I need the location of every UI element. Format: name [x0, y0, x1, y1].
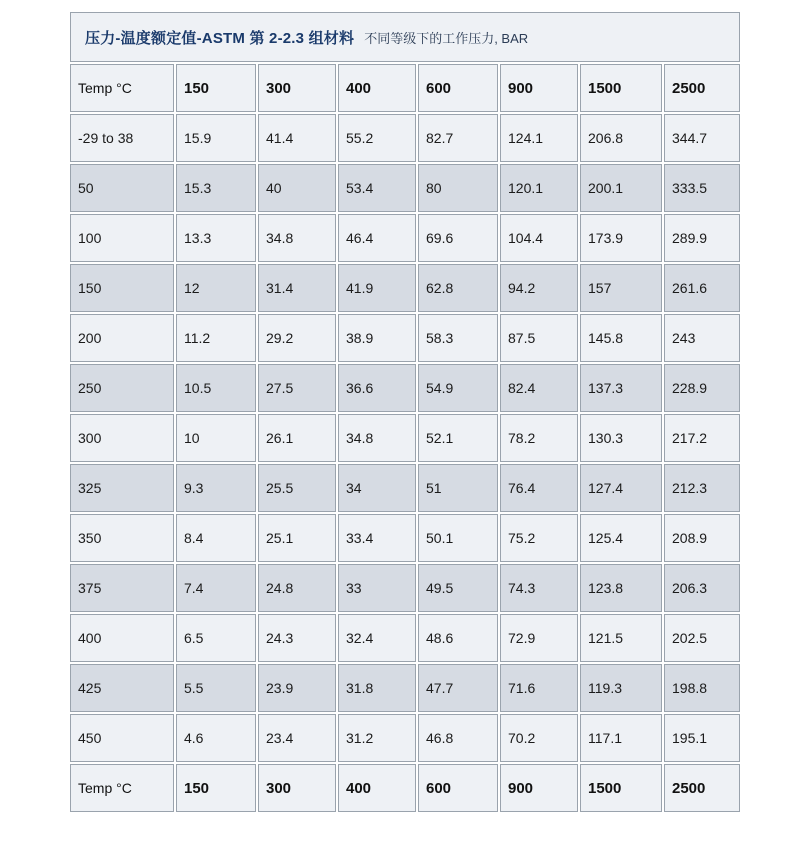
cell-value: 38.9 — [338, 314, 416, 362]
table-row — [70, 114, 740, 162]
cell-value: 11.2 — [176, 314, 256, 362]
table-row — [70, 264, 740, 312]
cell-value: 75.2 — [500, 514, 578, 562]
cell-value: 46.8 — [418, 714, 498, 762]
header-cell-temp: Temp °C — [70, 64, 174, 112]
header-cell-class-600: 600 — [418, 64, 498, 112]
cell-value: 206.8 — [580, 114, 662, 162]
cell-value: 23.9 — [258, 664, 336, 712]
cell-value: 121.5 — [580, 614, 662, 662]
cell-value: 123.8 — [580, 564, 662, 612]
cell-value: 15.3 — [176, 164, 256, 212]
cell-value: 50.1 — [418, 514, 498, 562]
table-title-main: 压力-温度额定值-ASTM 第 2-2.3 组材料 — [85, 29, 355, 47]
cell-value: 33 — [338, 564, 416, 612]
cell-value: 74.3 — [500, 564, 578, 612]
table-row — [70, 314, 740, 362]
table-row — [70, 514, 740, 562]
cell-value: 157 — [580, 264, 662, 312]
cell-temp: 250 — [70, 364, 174, 412]
cell-value: 53.4 — [338, 164, 416, 212]
cell-temp: 100 — [70, 214, 174, 262]
cell-temp: -29 to 38 — [70, 114, 174, 162]
cell-value: 117.1 — [580, 714, 662, 762]
table-row — [70, 464, 740, 512]
footer-cell-class-300: 300 — [258, 764, 336, 812]
cell-value: 54.9 — [418, 364, 498, 412]
cell-temp: 300 — [70, 414, 174, 462]
cell-value: 289.9 — [664, 214, 740, 262]
cell-value: 70.2 — [500, 714, 578, 762]
cell-value: 76.4 — [500, 464, 578, 512]
cell-value: 9.3 — [176, 464, 256, 512]
cell-value: 49.5 — [418, 564, 498, 612]
cell-value: 58.3 — [418, 314, 498, 362]
table-header-row — [70, 64, 740, 112]
cell-value: 34 — [338, 464, 416, 512]
cell-value: 261.6 — [664, 264, 740, 312]
cell-value: 195.1 — [664, 714, 740, 762]
footer-cell-temp: Temp °C — [70, 764, 174, 812]
cell-value: 31.2 — [338, 714, 416, 762]
cell-value: 52.1 — [418, 414, 498, 462]
cell-temp: 150 — [70, 264, 174, 312]
cell-value: 198.8 — [664, 664, 740, 712]
table-row — [70, 664, 740, 712]
header-cell-class-1500: 1500 — [580, 64, 662, 112]
cell-value: 36.6 — [338, 364, 416, 412]
cell-value: 32.4 — [338, 614, 416, 662]
pressure-temperature-rating-table — [68, 10, 742, 814]
cell-value: 94.2 — [500, 264, 578, 312]
cell-value: 10.5 — [176, 364, 256, 412]
cell-value: 72.9 — [500, 614, 578, 662]
cell-value: 7.4 — [176, 564, 256, 612]
table-row — [70, 714, 740, 762]
cell-value: 24.3 — [258, 614, 336, 662]
cell-value: 344.7 — [664, 114, 740, 162]
table-row — [70, 564, 740, 612]
cell-value: 82.7 — [418, 114, 498, 162]
table-row — [70, 214, 740, 262]
cell-value: 13.3 — [176, 214, 256, 262]
cell-value: 29.2 — [258, 314, 336, 362]
cell-value: 31.8 — [338, 664, 416, 712]
cell-temp: 200 — [70, 314, 174, 362]
table-footer-row — [70, 764, 740, 812]
cell-value: 24.8 — [258, 564, 336, 612]
cell-value: 69.6 — [418, 214, 498, 262]
cell-value: 243 — [664, 314, 740, 362]
header-cell-class-300: 300 — [258, 64, 336, 112]
table-row — [70, 364, 740, 412]
table-row — [70, 414, 740, 462]
cell-value: 51 — [418, 464, 498, 512]
cell-value: 228.9 — [664, 364, 740, 412]
cell-value: 34.8 — [258, 214, 336, 262]
cell-value: 80 — [418, 164, 498, 212]
cell-value: 27.5 — [258, 364, 336, 412]
cell-value: 124.1 — [500, 114, 578, 162]
cell-value: 87.5 — [500, 314, 578, 362]
cell-value: 125.4 — [580, 514, 662, 562]
cell-value: 34.8 — [338, 414, 416, 462]
cell-value: 41.9 — [338, 264, 416, 312]
cell-value: 10 — [176, 414, 256, 462]
cell-value: 104.4 — [500, 214, 578, 262]
footer-cell-class-600: 600 — [418, 764, 498, 812]
cell-value: 41.4 — [258, 114, 336, 162]
cell-value: 200.1 — [580, 164, 662, 212]
table-title-row — [70, 12, 740, 62]
cell-value: 48.6 — [418, 614, 498, 662]
cell-value: 130.3 — [580, 414, 662, 462]
table-row — [70, 614, 740, 662]
footer-cell-class-2500: 2500 — [664, 764, 740, 812]
cell-value: 145.8 — [580, 314, 662, 362]
cell-temp: 50 — [70, 164, 174, 212]
cell-value: 47.7 — [418, 664, 498, 712]
cell-value: 217.2 — [664, 414, 740, 462]
cell-temp: 375 — [70, 564, 174, 612]
cell-value: 206.3 — [664, 564, 740, 612]
cell-value: 8.4 — [176, 514, 256, 562]
cell-value: 6.5 — [176, 614, 256, 662]
cell-value: 127.4 — [580, 464, 662, 512]
cell-value: 137.3 — [580, 364, 662, 412]
header-cell-class-2500: 2500 — [664, 64, 740, 112]
cell-value: 78.2 — [500, 414, 578, 462]
cell-value: 23.4 — [258, 714, 336, 762]
cell-value: 25.1 — [258, 514, 336, 562]
table-title-cell — [70, 12, 740, 62]
header-cell-class-900: 900 — [500, 64, 578, 112]
footer-cell-class-150: 150 — [176, 764, 256, 812]
cell-temp: 325 — [70, 464, 174, 512]
cell-value: 202.5 — [664, 614, 740, 662]
cell-value: 4.6 — [176, 714, 256, 762]
cell-value: 120.1 — [500, 164, 578, 212]
cell-value: 46.4 — [338, 214, 416, 262]
header-cell-class-400: 400 — [338, 64, 416, 112]
cell-value: 62.8 — [418, 264, 498, 312]
cell-value: 15.9 — [176, 114, 256, 162]
table-row — [70, 164, 740, 212]
footer-cell-class-400: 400 — [338, 764, 416, 812]
header-cell-class-150: 150 — [176, 64, 256, 112]
cell-value: 333.5 — [664, 164, 740, 212]
cell-temp: 450 — [70, 714, 174, 762]
cell-value: 26.1 — [258, 414, 336, 462]
cell-value: 40 — [258, 164, 336, 212]
table-title-sub: 不同等级下的工作压力, BAR — [364, 30, 529, 46]
cell-value: 5.5 — [176, 664, 256, 712]
cell-temp: 425 — [70, 664, 174, 712]
cell-value: 119.3 — [580, 664, 662, 712]
cell-value: 55.2 — [338, 114, 416, 162]
cell-value: 31.4 — [258, 264, 336, 312]
cell-value: 82.4 — [500, 364, 578, 412]
cell-temp: 400 — [70, 614, 174, 662]
footer-cell-class-1500: 1500 — [580, 764, 662, 812]
cell-value: 208.9 — [664, 514, 740, 562]
cell-value: 173.9 — [580, 214, 662, 262]
cell-temp: 350 — [70, 514, 174, 562]
cell-value: 33.4 — [338, 514, 416, 562]
cell-value: 212.3 — [664, 464, 740, 512]
cell-value: 12 — [176, 264, 256, 312]
cell-value: 25.5 — [258, 464, 336, 512]
footer-cell-class-900: 900 — [500, 764, 578, 812]
cell-value: 71.6 — [500, 664, 578, 712]
